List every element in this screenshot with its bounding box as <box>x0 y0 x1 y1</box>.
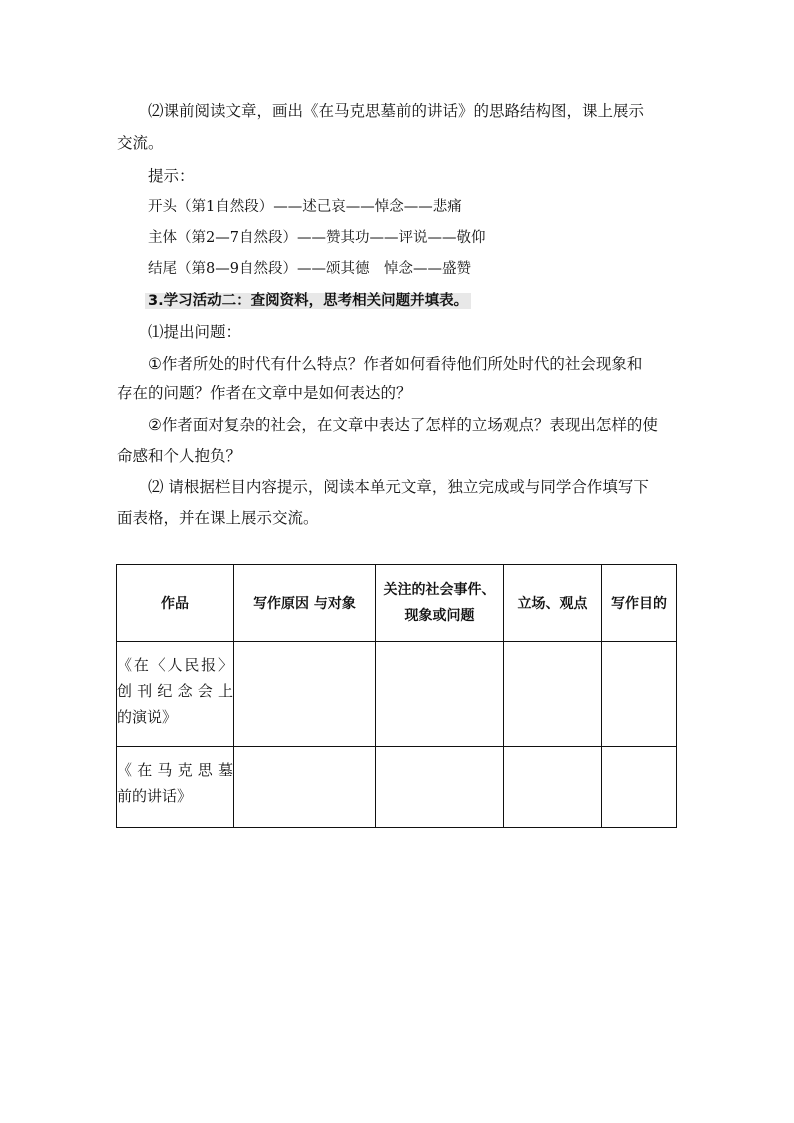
table-header-row <box>117 565 677 642</box>
question-one-line2: 存在的问题？作者在文章中是如何表达的？ <box>117 384 412 402</box>
empty-cell[interactable] <box>234 642 376 747</box>
para-structure-task-line1: ⑵课前阅读文章，画出《在马克思墓前的讲话》的思路结构图，课上展示 <box>148 102 645 120</box>
empty-cell[interactable] <box>376 747 504 828</box>
header-purpose: 写作目的 <box>602 565 677 642</box>
work-cell-line: 《在〈人民报〉 <box>117 656 233 674</box>
header-stance: 立场、观点 <box>504 565 602 642</box>
work-cell-line: 的演说》 <box>117 708 178 726</box>
activity-table <box>116 564 677 828</box>
activity-two-title <box>145 291 471 311</box>
hint-item-body: 主体（第2—7自然段）——赞其功——评说——敬仰 <box>148 230 486 246</box>
para-structure-task-line2: 交流。 <box>117 134 164 152</box>
header-events-line2: 现象或问题 <box>404 608 475 624</box>
empty-cell[interactable] <box>504 747 602 828</box>
work-cell-line: 前的讲话》 <box>117 787 193 805</box>
header-events <box>376 565 504 642</box>
fill-table-instruction-line2: 面表格，并在课上展示交流。 <box>117 509 319 527</box>
empty-cell[interactable] <box>234 747 376 828</box>
question-one-line1: ①作者所处的时代有什么特点？作者如何看待他们所处时代的社会现象和 <box>148 355 643 373</box>
question-two-line1: ②作者面对复杂的社会，在文章中表达了怎样的立场观点？表现出怎样的使 <box>148 416 658 434</box>
work-cell-line: 创刊纪念会上 <box>117 682 233 700</box>
hint-label: 提示： <box>148 167 195 185</box>
work-cell-line: 《在马克思墓 <box>117 761 233 779</box>
empty-cell[interactable] <box>376 642 504 747</box>
empty-cell[interactable] <box>602 747 677 828</box>
raise-questions-label: ⑴提出问题： <box>148 323 242 341</box>
empty-cell[interactable] <box>602 642 677 747</box>
table-row <box>117 642 677 747</box>
header-reason: 写作原因 与对象 <box>234 565 376 642</box>
header-work: 作品 <box>117 565 234 642</box>
work-cell-marx <box>117 747 234 828</box>
activity-two-title-text: 3.学习活动二：查阅资料，思考相关问题并填表。 <box>145 293 471 309</box>
question-two-line2: 命感和个人抱负？ <box>117 447 242 465</box>
empty-cell[interactable] <box>504 642 602 747</box>
hint-item-ending: 结尾（第8—9自然段）——颂其德 悼念——盛赞 <box>148 261 471 277</box>
work-cell-speech <box>117 642 234 747</box>
fill-table-instruction-line1: ⑵ 请根据栏目内容提示，阅读本单元文章，独立完成或与同学合作填写下 <box>148 478 649 496</box>
header-events-line1: 关注的社会事件、 <box>383 582 496 598</box>
hint-item-opening: 开头（第1自然段）——述己哀——悼念——悲痛 <box>148 199 462 215</box>
table-row <box>117 747 677 828</box>
